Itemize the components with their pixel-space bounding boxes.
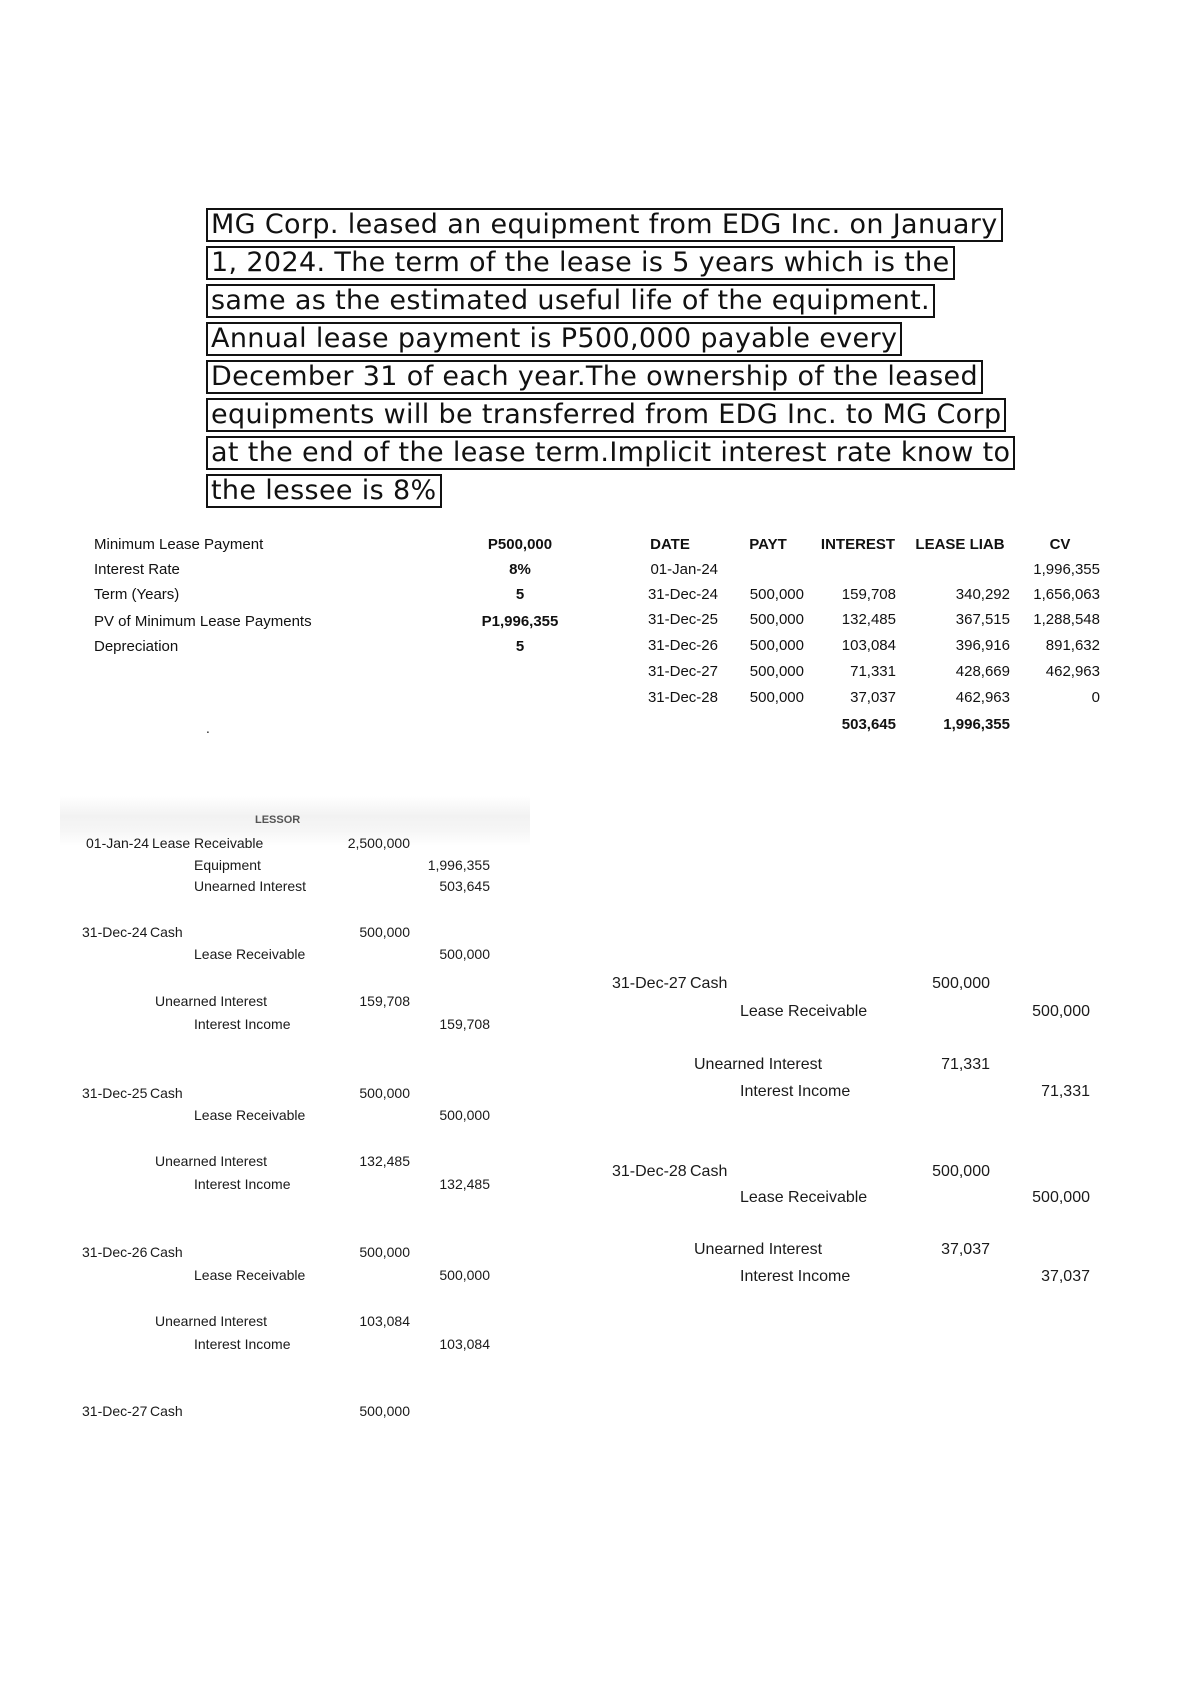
- entry-account: Interest Income: [740, 1268, 851, 1285]
- entry-debit: 103,084: [359, 1313, 410, 1329]
- entry-account: Interest Income: [194, 1176, 291, 1192]
- entry-date: 31-Dec-26: [82, 1244, 148, 1260]
- total-lease-liability: 1,996,355: [943, 716, 1010, 733]
- table-cell: 396,916: [955, 637, 1010, 654]
- table-cell: 428,669: [955, 663, 1010, 680]
- table-cell: 31-Dec-26: [647, 637, 718, 654]
- problem-line: equipments will be transferred from EDG Inc. to MG Corp: [206, 398, 1006, 432]
- table-cell: 37,037: [850, 689, 896, 706]
- entry-debit: 159,708: [359, 993, 410, 1009]
- entry-date: 31-Dec-24: [82, 924, 148, 940]
- entry-credit: 132,485: [439, 1176, 490, 1192]
- entry-date: 31-Dec-27: [612, 975, 687, 992]
- entry-account: Cash: [150, 1085, 183, 1101]
- entry-debit: 500,000: [932, 1163, 990, 1180]
- assumption-value: 8%: [509, 561, 531, 578]
- table-cell: 159,708: [841, 586, 896, 603]
- entry-credit: 103,084: [439, 1336, 490, 1352]
- table-cell: 367,515: [955, 611, 1010, 628]
- table-cell: 132,485: [841, 611, 896, 628]
- entry-account: Cash: [690, 1163, 728, 1180]
- entry-debit: 37,037: [941, 1241, 990, 1258]
- column-header: PAYT: [749, 536, 787, 553]
- entry-debit: 500,000: [359, 1403, 410, 1419]
- entry-account: Interest Income: [194, 1336, 291, 1352]
- entry-credit: 500,000: [439, 1107, 490, 1123]
- table-cell: 891,632: [1045, 637, 1100, 654]
- problem-statement: [206, 208, 1015, 512]
- entry-date: 31-Dec-25: [82, 1085, 148, 1101]
- entry-debit: 500,000: [359, 1085, 410, 1101]
- entry-account: Cash: [690, 975, 728, 992]
- entry-account: Lease Receivable: [194, 946, 306, 962]
- entry-credit: 500,000: [1032, 1189, 1090, 1206]
- entry-account: Unearned Interest: [155, 993, 268, 1009]
- entry-account: Cash: [150, 924, 183, 940]
- column-header: INTEREST: [820, 536, 896, 553]
- column-header: CV: [1049, 536, 1071, 553]
- entry-account: Lease Receivable: [194, 1107, 306, 1123]
- assumption-value: P500,000: [487, 536, 553, 553]
- entry-account: Lease Receivable: [194, 1267, 306, 1283]
- entry-credit: 159,708: [439, 1016, 490, 1032]
- entry-credit: 1,996,355: [427, 857, 490, 873]
- assumption-label: PV of Minimum Lease Payments: [94, 613, 312, 630]
- assumption-label: Term (Years): [94, 586, 180, 603]
- problem-line: 1, 2024. The term of the lease is 5 years which is the: [206, 246, 955, 280]
- table-cell: 01-Jan-24: [650, 561, 718, 578]
- lessor-title: LESSOR: [255, 814, 301, 826]
- entry-account: Unearned Interest: [194, 878, 307, 894]
- entry-account: Lease Receivable: [152, 835, 264, 851]
- problem-line: the lessee is 8%: [206, 474, 442, 508]
- table-cell: 103,084: [841, 637, 896, 654]
- entry-credit: 503,645: [439, 878, 490, 894]
- entry-debit: 71,331: [941, 1056, 990, 1073]
- entry-credit: 71,331: [1041, 1083, 1090, 1100]
- entry-debit: 2,500,000: [347, 835, 410, 851]
- entry-credit: 500,000: [1032, 1003, 1090, 1020]
- entry-date: 31-Dec-27: [82, 1403, 148, 1419]
- assumption-label: Interest Rate: [94, 561, 180, 578]
- table-cell: 500,000: [749, 637, 804, 654]
- total-interest: 503,645: [841, 716, 896, 733]
- assumption-value: 5: [515, 586, 525, 603]
- problem-line: at the end of the lease term.Implicit interest rate know to: [206, 436, 1015, 470]
- table-cell: 500,000: [749, 586, 804, 603]
- table-cell: 0: [1091, 689, 1100, 706]
- entry-debit: 500,000: [359, 1244, 410, 1260]
- column-header: LEASE LIAB: [915, 536, 1005, 553]
- table-cell: 31-Dec-27: [647, 663, 718, 680]
- entry-account: Interest Income: [194, 1016, 291, 1032]
- entry-credit: 37,037: [1041, 1268, 1090, 1285]
- entry-account: Unearned Interest: [694, 1241, 823, 1258]
- assumption-label: Minimum Lease Payment: [94, 536, 264, 553]
- entry-account: Equipment: [194, 857, 261, 873]
- entry-account: Unearned Interest: [155, 1153, 268, 1169]
- table-cell: 500,000: [749, 663, 804, 680]
- table-cell: 500,000: [749, 689, 804, 706]
- assumption-value: 5: [515, 638, 525, 655]
- table-cell: 462,963: [955, 689, 1010, 706]
- table-cell: 1,996,355: [1033, 561, 1100, 578]
- table-cell: 1,656,063: [1033, 586, 1100, 603]
- entry-account: Cash: [150, 1403, 183, 1419]
- problem-line: Annual lease payment is P500,000 payable every: [206, 322, 902, 356]
- entry-credit: 500,000: [439, 1267, 490, 1283]
- table-cell: 31-Dec-24: [647, 586, 718, 603]
- table-cell: 31-Dec-28: [647, 689, 718, 706]
- problem-line: same as the estimated useful life of the equipment.: [206, 284, 935, 318]
- column-header: DATE: [650, 536, 690, 553]
- entry-account: Unearned Interest: [155, 1313, 268, 1329]
- table-cell: 1,288,548: [1033, 611, 1100, 628]
- entry-date: 31-Dec-28: [612, 1163, 687, 1180]
- entry-debit: 132,485: [359, 1153, 410, 1169]
- table-cell: 71,331: [850, 663, 896, 680]
- entry-account: Lease Receivable: [740, 1189, 868, 1206]
- entry-debit: 500,000: [932, 975, 990, 992]
- entry-account: Cash: [150, 1244, 183, 1260]
- table-cell: 500,000: [749, 611, 804, 628]
- entry-date: 01-Jan-24: [86, 835, 150, 851]
- entry-account: Interest Income: [740, 1083, 851, 1100]
- table-cell: 340,292: [955, 586, 1010, 603]
- table-cell: 31-Dec-25: [647, 611, 718, 628]
- entry-debit: 500,000: [359, 924, 410, 940]
- problem-line: MG Corp. leased an equipment from EDG Inc. on January: [206, 208, 1003, 242]
- stray-mark: .: [206, 722, 210, 736]
- table-cell: 462,963: [1045, 663, 1100, 680]
- entry-account: Lease Receivable: [740, 1003, 868, 1020]
- assumption-value: P1,996,355: [481, 613, 559, 630]
- problem-line: December 31 of each year.The ownership of the leased: [206, 360, 983, 394]
- assumption-label: Depreciation: [94, 638, 179, 655]
- entry-account: Unearned Interest: [694, 1056, 823, 1073]
- entry-credit: 500,000: [439, 946, 490, 962]
